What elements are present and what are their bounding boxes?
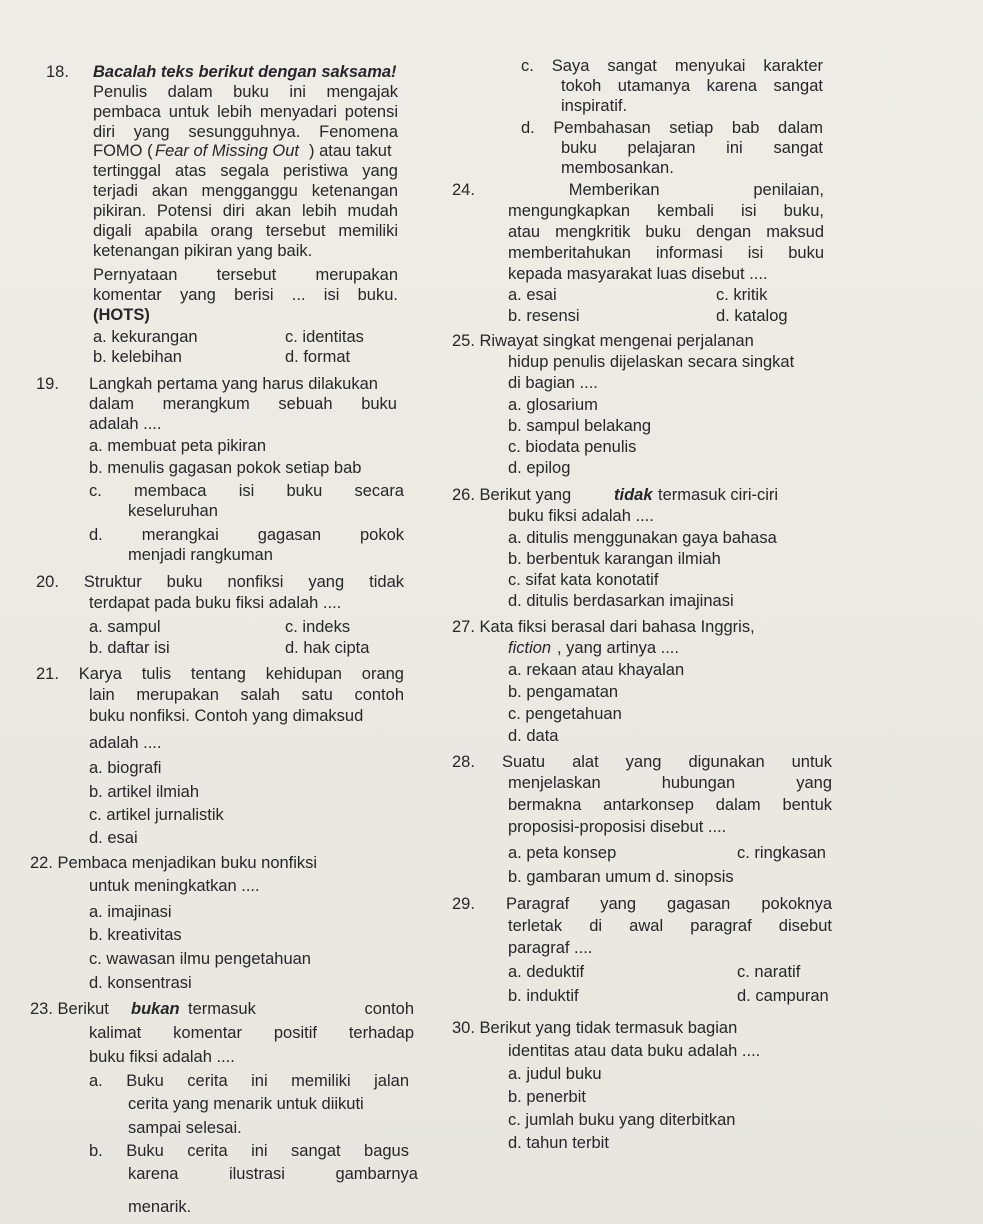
text-line-q18-l5a: FOMO ( — [93, 142, 153, 160]
text-line-q23-l2: kalimat komentar positif terhadap — [89, 1024, 414, 1042]
text-line-q30-d: d. tahun terbit — [508, 1134, 609, 1152]
text-line-q26-l1a: 26. Berikut yang — [452, 486, 572, 504]
text-line-q23-b3: menarik. — [128, 1198, 192, 1216]
text-line-q19-d2: menjadi rangkuman — [128, 546, 273, 564]
text-line-q24-l2: mengungkapkan kembali isi buku, — [508, 202, 824, 220]
text-line-q27-l1: 27. Kata fiksi berasal dari bahasa Inggris, — [452, 618, 755, 636]
text-line-q29-l3: paragraf .... — [508, 939, 593, 957]
text-line-q18-l1: 18. — [46, 63, 69, 81]
text-line-q23-l1a: 23. Berikut — [30, 1000, 109, 1018]
text-line-q18-d2: buku pelajaran ini sangat — [561, 139, 823, 157]
text-line-q25-b: b. sampul belakang — [508, 417, 652, 435]
text-line-q26-l1c: termasuk ciri-ciri — [658, 486, 779, 504]
text-line-q26-d: d. ditulis berdasarkan imajinasi — [508, 592, 734, 610]
text-line-q29-l1: 29. Paragraf yang gagasan pokoknya — [452, 895, 832, 913]
text-line-q19-b: b. menulis gagasan pokok setiap bab — [89, 459, 362, 477]
text-line-q23-l3: buku fiksi adalah .... — [89, 1048, 235, 1066]
text-line-q29-l2: terletak di awal paragraf disebut — [508, 917, 832, 935]
text-line-q30-b: b. penerbit — [508, 1088, 586, 1106]
text-line-q21-b: b. artikel ilmiah — [89, 783, 200, 801]
text-line-q30-l1: 30. Berikut yang tidak termasuk bagian — [452, 1019, 738, 1037]
text-line-q28-b: b. gambaran umum d. sinopsis — [508, 868, 734, 886]
text-line-q18-l4: diri yang sesungguhnya. Fenomena — [93, 123, 398, 141]
text-line-q18-a: a. kekurangan — [93, 328, 198, 346]
text-line-q18-l5b: Fear of Missing Out — [155, 142, 299, 160]
text-line-q29-c: c. naratif — [737, 963, 801, 981]
text-line-q24-a: a. esai — [508, 286, 557, 304]
text-line-q24-l1: 24. Memberikan penilaian, — [452, 181, 824, 199]
text-line-q18-l7: terjadi akan mengganggu ketenangan — [93, 182, 398, 200]
text-line-q24-l4: memberitahukan informasi isi buku — [508, 244, 824, 262]
text-line-q29-a: a. deduktif — [508, 963, 585, 981]
text-line-q18-l10: ketenangan pikiran yang baik. — [93, 242, 313, 260]
text-line-q18-l8: pikiran. Potensi diri akan lebih mudah — [93, 202, 398, 220]
text-line-q18-c3: inspiratif. — [561, 97, 628, 115]
text-line-q27-b: b. pengamatan — [508, 683, 619, 701]
text-line-q22-b: b. kreativitas — [89, 926, 182, 944]
text-line-q27-l2a: fiction — [508, 639, 552, 657]
text-line-q18-l9: digali apabila orang tersebut memiliki — [93, 222, 398, 240]
text-line-q27-a: a. rekaan atau khayalan — [508, 661, 685, 679]
text-line-q26-b: b. berbentuk karangan ilmiah — [508, 550, 721, 568]
text-line-q30-a: a. judul buku — [508, 1065, 602, 1083]
text-line-q24-d: d. katalog — [716, 307, 788, 325]
text-line-q24-c: c. kritik — [716, 286, 768, 304]
text-line-q20-d: d. hak cipta — [285, 639, 370, 657]
text-line-q21-a: a. biografi — [89, 759, 162, 777]
text-line-q27-c: c. pengetahuan — [508, 705, 622, 723]
text-line-q26-l1b: tidak — [614, 486, 653, 504]
text-line-q30-l2: identitas atau data buku adalah .... — [508, 1042, 761, 1060]
text-line-q23-l1c: termasuk contoh — [188, 1000, 414, 1018]
text-line-q23-a2: cerita yang menarik untuk diikuti — [128, 1095, 364, 1113]
text-line-q18-l11: Pernyataan tersebut merupakan — [93, 266, 398, 284]
text-line-q20-a: a. sampul — [89, 618, 161, 636]
text-line-q23-b2: karena ilustrasi gambarnya — [128, 1165, 418, 1183]
text-line-q19-l1b: Langkah pertama yang harus dilakukan — [89, 375, 378, 393]
text-line-q19-l3: adalah .... — [89, 415, 162, 433]
text-line-q21-l4: adalah .... — [89, 734, 162, 752]
text-line-q23-l1b: bukan — [131, 1000, 180, 1018]
text-line-q28-l4: proposisi-proposisi disebut .... — [508, 818, 727, 836]
text-line-q27-d: d. data — [508, 727, 559, 745]
text-line-q21-c: c. artikel jurnalistik — [89, 806, 224, 824]
text-line-q21-l1: 21. Karya tulis tentang kehidupan orang — [36, 665, 404, 683]
text-line-q29-b: b. induktif — [508, 987, 579, 1005]
text-line-q18-l12: komentar yang berisi ... isi buku. — [93, 286, 398, 304]
text-line-q24-l5: kepada masyarakat luas disebut .... — [508, 265, 768, 283]
text-line-q18-d: d. format — [285, 348, 351, 366]
text-line-q25-l1: 25. Riwayat singkat mengenai perjalanan — [452, 332, 754, 350]
text-line-q23-a1: a. Buku cerita ini memiliki jalan — [89, 1072, 409, 1090]
text-line-q19-c1: c. membaca isi buku secara — [89, 482, 404, 500]
text-line-q22-a: a. imajinasi — [89, 903, 172, 921]
text-line-q22-l1: 22. Pembaca menjadikan buku nonfiksi — [30, 854, 318, 872]
text-line-q18-d1: d. Pembahasan setiap bab dalam — [521, 119, 823, 137]
text-line-q21-l2: lain merupakan salah satu contoh — [89, 686, 404, 704]
text-line-q18-b: b. kelebihan — [93, 348, 182, 366]
text-line-q25-a: a. glosarium — [508, 396, 598, 414]
text-line-q24-b: b. resensi — [508, 307, 580, 325]
text-line-q27-l2b: , yang artinya .... — [557, 639, 679, 657]
text-line-q28-c: c. ringkasan — [737, 844, 826, 862]
text-line-q20-l2: terdapat pada buku fiksi adalah .... — [89, 594, 342, 612]
text-line-q24-l3: atau mengkritik buku dengan maksud — [508, 223, 824, 241]
text-line-q28-l2: menjelaskan hubungan yang — [508, 774, 832, 792]
text-line-q19-l1: 19. — [36, 375, 59, 393]
text-line-q20-b: b. daftar isi — [89, 639, 170, 657]
text-line-q18-c: c. identitas — [285, 328, 364, 346]
text-line-q21-d: d. esai — [89, 829, 138, 847]
text-line-q22-c: c. wawasan ilmu pengetahuan — [89, 950, 311, 968]
text-line-q25-d: d. epilog — [508, 459, 571, 477]
text-line-q28-l3: bermakna antarkonsep dalam bentuk — [508, 796, 832, 814]
text-line-q18-title: Bacalah teks berikut dengan saksama! — [93, 63, 397, 81]
text-line-q19-c2: keseluruhan — [128, 502, 218, 520]
text-line-q20-c: c. indeks — [285, 618, 351, 636]
text-line-q28-a: a. peta konsep — [508, 844, 617, 862]
text-line-q18-c2: tokoh utamanya karena sangat — [561, 77, 823, 95]
text-line-q19-l2: dalam merangkum sebuah buku — [89, 395, 397, 413]
text-line-q22-d: d. konsentrasi — [89, 974, 192, 992]
text-line-q23-a3: sampai selesai. — [128, 1119, 242, 1137]
text-line-q18-l6: tertinggal atas segala peristiwa yang — [93, 162, 398, 180]
text-line-q18-c1: c. Saya sangat menyukai karakter — [521, 57, 823, 75]
text-line-q26-a: a. ditulis menggunakan gaya bahasa — [508, 529, 777, 547]
text-line-q29-d: d. campuran — [737, 987, 829, 1005]
text-line-q22-l2: untuk meningkatkan .... — [89, 877, 260, 895]
text-line-q26-c: c. sifat kata konotatif — [508, 571, 659, 589]
text-line-q18-d3: membosankan. — [561, 159, 674, 177]
text-line-q18-l2: Penulis dalam buku ini mengajak — [93, 83, 398, 101]
text-line-q23-b1: b. Buku cerita ini sangat bagus — [89, 1142, 409, 1160]
text-line-q19-a: a. membuat peta pikiran — [89, 437, 267, 455]
text-line-q25-c: c. biodata penulis — [508, 438, 637, 456]
text-line-q26-l2: buku fiksi adalah .... — [508, 507, 654, 525]
text-line-q19-d1: d. merangkai gagasan pokok — [89, 526, 404, 544]
text-line-q30-c: c. jumlah buku yang diterbitkan — [508, 1111, 736, 1129]
text-line-q20-l1: 20. Struktur buku nonfiksi yang tidak — [36, 573, 404, 591]
text-line-q25-l2: hidup penulis dijelaskan secara singkat — [508, 353, 795, 371]
text-line-q18-l13: (HOTS) — [93, 306, 150, 324]
text-line-q21-l3: buku nonfiksi. Contoh yang dimaksud — [89, 707, 364, 725]
text-line-q18-l3: pembaca untuk lebih menyadari potensi — [93, 103, 398, 121]
text-line-q25-l3: di bagian .... — [508, 374, 598, 392]
text-line-q28-l1: 28. Suatu alat yang digunakan untuk — [452, 753, 832, 771]
text-line-q18-l5c: ) atau takut — [309, 142, 392, 160]
